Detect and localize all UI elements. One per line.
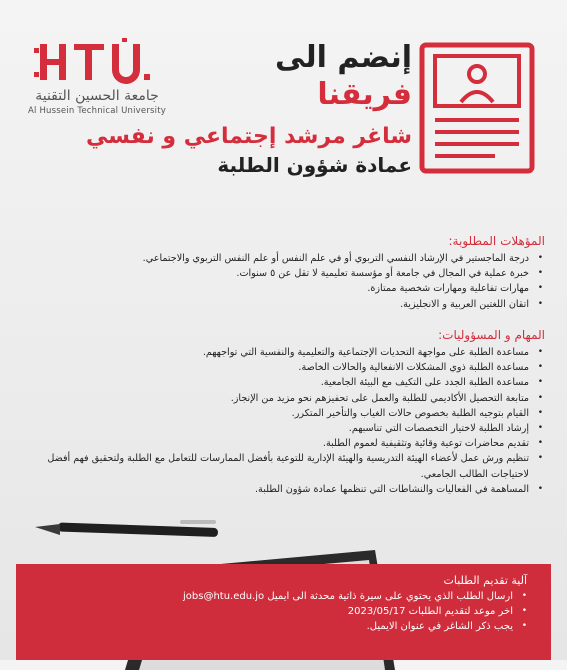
list-item (16, 619, 527, 634)
bullet-icon: • (537, 407, 543, 418)
list-item-text: مساعدة الطلبة ذوي المشكلات الانفعالية والحالات الخاصة. (298, 362, 529, 374)
duties-list (25, 345, 545, 497)
qualifications-list (25, 251, 545, 312)
headline (86, 40, 412, 178)
pen-icon (30, 514, 230, 544)
list-item (25, 421, 545, 436)
headline-team: فريقنا (317, 77, 412, 112)
list-item-text: القيام بتوجيه الطلبة بخصوص حالات الغياب والتأخير المتكرر. (291, 407, 529, 419)
bullet-icon: • (537, 453, 543, 464)
list-item-text: إرشاد الطلبة لاختيار التخصصات التي تناسبهم. (348, 423, 529, 435)
bullet-icon: • (537, 283, 543, 294)
headline-join: إنضم الى (275, 40, 412, 75)
list-item-text: يجب ذكر الشاغر في عنوان الايميل. (366, 621, 513, 632)
list-item (16, 589, 527, 604)
bullet-icon: • (537, 438, 543, 449)
bullet-icon: • (521, 621, 527, 631)
qualifications-section (25, 234, 545, 312)
department-name: عمادة شؤون الطلبة (217, 153, 412, 177)
bullet-icon: • (521, 591, 527, 601)
bullet-icon: • (537, 347, 543, 357)
list-item (25, 251, 545, 266)
bullet-icon: • (521, 606, 527, 616)
list-item (16, 604, 527, 619)
list-item (25, 297, 545, 312)
list-item (25, 436, 545, 451)
bullet-icon: • (537, 268, 543, 279)
duties-title: المهام و المسؤوليات: (438, 328, 545, 342)
bullet-icon: • (537, 253, 543, 263)
list-item-text: مساعدة الطلبة الجدد على التكيف مع البيئة الجامعية. (320, 377, 529, 389)
bullet-icon: • (537, 423, 543, 434)
list-item-text: درجة الماجستير في الإرشاد النفسي التربوي أو في علم النفس أو علم النفس التربوي والاجتماعي. (142, 253, 529, 264)
application-list (16, 589, 551, 634)
bullet-icon: • (537, 392, 543, 403)
list-item (25, 406, 545, 421)
application-box (16, 564, 551, 660)
list-item-text: اخر موعد لتقديم الطلبات 2023/05/17 (347, 606, 513, 617)
list-item (25, 375, 545, 390)
bullet-icon: • (537, 483, 543, 494)
list-item-text: تقديم محاضرات توعية وقائية وتثقيفية لعموم الطلبة. (322, 438, 529, 450)
list-item (25, 391, 545, 406)
list-item-text: المساهمة في الفعاليات والنشاطات التي تنظمها عمادة شؤون الطلبة. (255, 483, 529, 495)
bullet-icon: • (537, 377, 543, 388)
document-profile-icon (419, 42, 535, 174)
list-item (25, 482, 545, 497)
list-item-text: مهارات تفاعلية ومهارات شخصية ممتازة. (367, 283, 529, 295)
bullet-icon: • (537, 362, 543, 373)
application-title: آلية تقديم الطلبات (443, 574, 527, 587)
list-item-text: مساعدة الطلبة على مواجهة التحديات الإجتماعية والتعليمية والنفسية التي تواجههم. (202, 347, 529, 358)
list-item (25, 281, 545, 296)
logo-arabic-name: جامعة الحسين التقنية (35, 88, 159, 104)
list-item (25, 360, 545, 375)
list-item (25, 451, 545, 481)
qualifications-title: المؤهلات المطلوبة: (448, 234, 545, 248)
list-item-text: خبرة عملية في المجال في جامعة أو مؤسسة تعليمية لا تقل عن ٥ سنوات. (236, 268, 529, 280)
list-item (25, 345, 545, 360)
duties-section (25, 328, 545, 497)
list-item-text: ارسال الطلب الذي يحتوي على سيرة ذاتية محدثة الى ايميل jobs@htu.edu.jo (182, 591, 513, 602)
list-item-text: تنظيم ورش عمل لأعضاء الهيئة التدريسية والهيئة الإدارية للتوعية بأفضل الممارسات للتعامل مع الطلبة ولتحقيق فهم أفضل لاحتياجات الطالب الجامعي. (47, 453, 529, 480)
list-item-text: اتقان اللغتين العربية و الانجليزية. (400, 298, 529, 310)
job-title: شاغر مرشد إجتماعي و نفسي (86, 124, 412, 149)
list-item (25, 266, 545, 281)
list-item-text: متابعة التحصيل الأكاديمي للطلبة والعمل على تحفيزهم نحو مزيد من الإنجاز. (230, 392, 529, 404)
logo-english-name: Al Hussein Technical University (27, 106, 166, 116)
bullet-icon: • (537, 298, 543, 309)
